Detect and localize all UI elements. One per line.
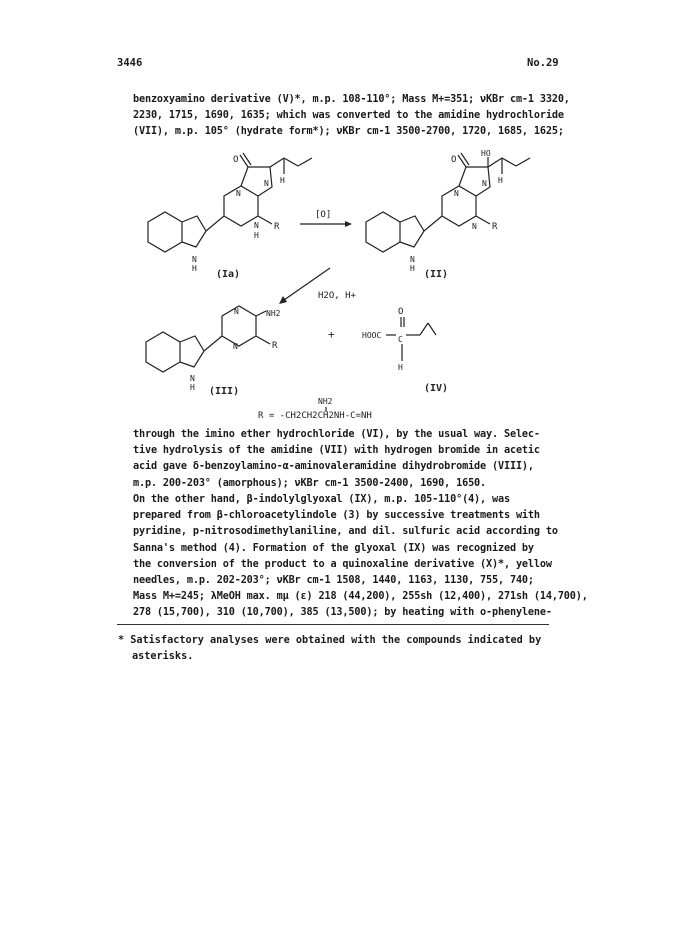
text-line: needles, m.p. 202-203°; νKBr cm-1 1508, 1440, 1163, 1130, 755, 740; xyxy=(133,575,534,587)
atom-N: N xyxy=(233,342,238,351)
atom-H: H xyxy=(398,363,403,372)
atom-H: H xyxy=(190,383,195,392)
plus-sign: + xyxy=(328,328,335,341)
atom-N: N xyxy=(264,179,269,188)
atom-N: N xyxy=(410,255,415,264)
atom-O: O xyxy=(451,155,457,165)
reagent-oxidation: [O] xyxy=(315,210,332,220)
footnote-line: * Satisfactory analyses were obtained with the compounds indicated by xyxy=(118,635,542,646)
atom-R: R xyxy=(272,341,278,351)
text-line: the conversion of the product to a quinoxaline derivative (X)*, yellow xyxy=(133,558,552,570)
group-NH2: NH2 xyxy=(266,309,281,318)
footnote-divider xyxy=(117,624,549,625)
atom-O: O xyxy=(398,307,404,317)
text-line: prepared from β-chloroacetylindole (3) by successive treatments with xyxy=(133,510,540,522)
atom-H: H xyxy=(498,176,503,185)
text-line: On the other hand, β-indolylglyoxal (IX), m.p. 105-110°(4), was xyxy=(133,494,510,505)
atom-N: N xyxy=(190,374,195,383)
text-line: 278 (15,700), 310 (10,700), 385 (13,500); by heating with o-phenylene- xyxy=(133,607,552,619)
reagent-hydrolysis: H2O, H+ xyxy=(318,291,356,301)
atom-N: N xyxy=(472,222,477,231)
arrowhead-icon xyxy=(279,296,287,304)
footnote-line: asterisks. xyxy=(132,651,194,662)
atom-N: N xyxy=(254,221,259,230)
arrowhead-icon xyxy=(345,221,352,227)
group-HOOC: HOOC xyxy=(362,331,382,340)
structure-III xyxy=(146,306,270,372)
text-line: benzoxyamino derivative (V)*, m.p. 108-110°; Mass M+=351; νKBr cm-1 3320, xyxy=(133,94,570,105)
atom-H: H xyxy=(192,264,197,273)
text-line: tive hydrolysis of the amidine (VII) with hydrogen bromide in acetic xyxy=(133,445,540,457)
text-line: m.p. 200-203° (amorphous); νKBr cm-1 3500-2400, 1690, 1650. xyxy=(133,477,487,489)
page-number: 3446 xyxy=(117,57,143,69)
atom-N: N xyxy=(236,189,241,198)
text-line: Mass M+=245; λMeOH max. mμ (ε) 218 (44,200), 255sh (12,400), 271sh (14,700), xyxy=(133,591,588,603)
atom-N: N xyxy=(192,255,197,264)
journal-issue: No.29 xyxy=(527,57,559,69)
atom-N: N xyxy=(482,179,487,188)
paragraph-glyoxal xyxy=(133,492,588,622)
r-definition: R = -CH2CH2CH2NH-C=NH xyxy=(258,411,372,421)
r-definition-nh2: NH2 xyxy=(318,397,333,406)
text-line: through the imino ether hydrochloride (VI), by the usual way. Selec- xyxy=(133,429,540,440)
text-line: 2230, 1715, 1690, 1635; which was converted to the amidine hydrochloride xyxy=(133,110,564,122)
compound-label-Ia: (Ia) xyxy=(216,269,241,280)
structure-Ia xyxy=(148,153,312,252)
atom-H: H xyxy=(410,264,415,273)
atom-C: C xyxy=(398,335,403,344)
atom-H: H xyxy=(280,176,285,185)
footnote xyxy=(118,633,548,665)
paragraph-hydrolysis xyxy=(133,427,549,492)
text-line: pyridine, p-nitrosodimethylaniline, and dil. sulfuric acid according to xyxy=(133,526,558,538)
compound-label-III: (III) xyxy=(209,386,240,397)
compound-label-II: (II) xyxy=(424,269,449,280)
atom-O: O xyxy=(233,155,239,165)
compound-label-IV: (IV) xyxy=(424,383,449,394)
structure-IV xyxy=(386,317,436,361)
atom-R: R xyxy=(492,222,498,232)
text-line: Sanna's method (4). Formation of the glyoxal (IX) was recognized by xyxy=(133,542,534,554)
atom-N: N xyxy=(234,307,239,316)
atom-N: N xyxy=(454,189,459,198)
text-line: (VII), m.p. 105° (hydrate form*); νKBr cm-1 3500-2700, 1720, 1685, 1625; xyxy=(133,126,564,138)
structure-II xyxy=(366,153,530,252)
atom-HO: HO xyxy=(481,149,491,158)
text-line: acid gave δ-benzoylamino-α-aminovaleramidine dihydrobromide (VIII), xyxy=(133,461,534,473)
atom-H: H xyxy=(254,231,259,240)
atom-R: R xyxy=(274,222,280,232)
